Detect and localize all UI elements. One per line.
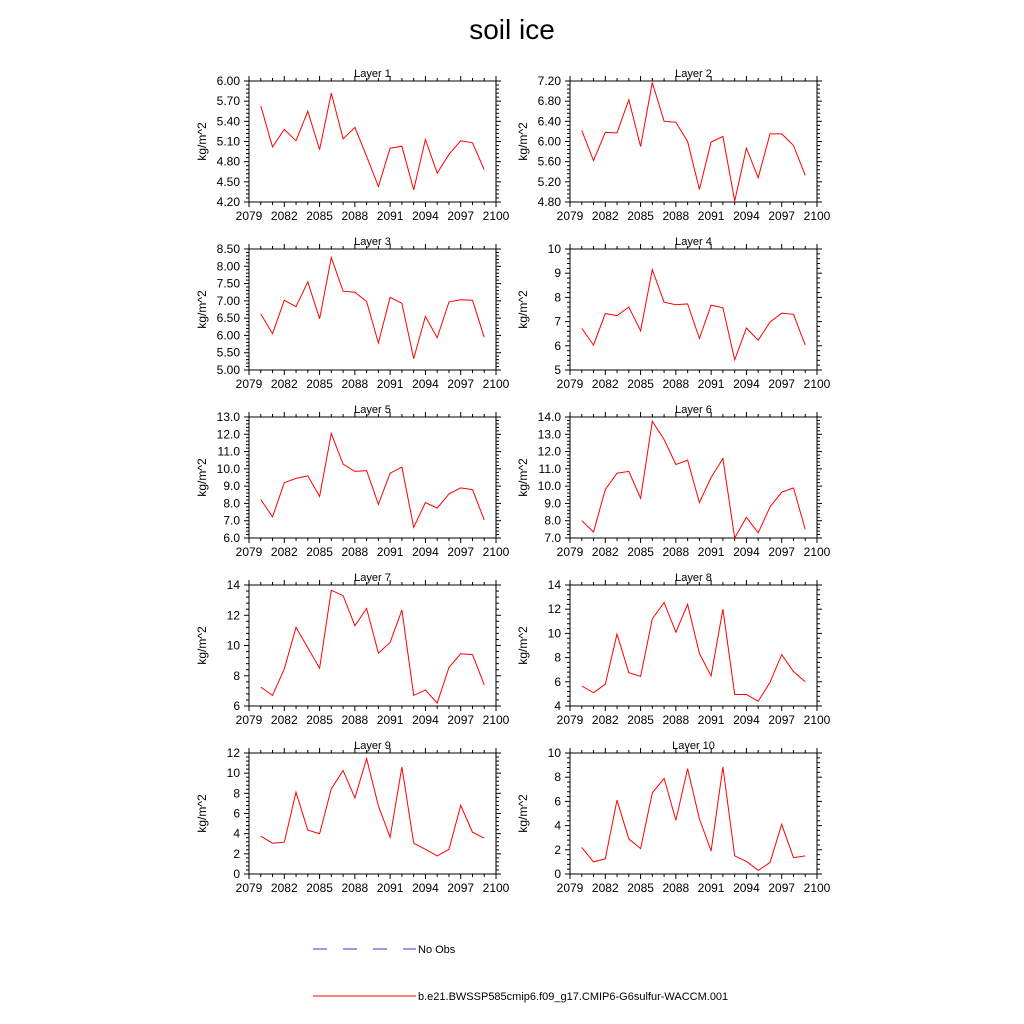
x-tick-label: 2100 — [803, 377, 831, 391]
x-tick-label: 2094 — [412, 545, 439, 559]
y-axis-label: kg/m^2 — [195, 794, 209, 833]
x-tick-label: 2082 — [591, 545, 619, 559]
x-tick-label: 2094 — [733, 377, 760, 391]
x-tick-label: 2082 — [270, 881, 298, 895]
x-tick-label: 2079 — [556, 713, 584, 727]
x-tick-label: 2088 — [662, 881, 690, 895]
x-tick-label: 2100 — [482, 545, 510, 559]
y-tick-label: 14 — [226, 578, 240, 592]
x-tick-label: 2097 — [768, 377, 796, 391]
x-tick-label: 2088 — [662, 209, 690, 223]
y-tick-label: 7.0 — [223, 513, 240, 528]
y-tick-label: 8.50 — [216, 242, 240, 256]
x-tick-label: 2097 — [447, 209, 475, 223]
y-tick-label: 0 — [554, 867, 561, 881]
x-tick-label: 2097 — [447, 545, 475, 559]
y-tick-label: 7.50 — [216, 276, 240, 291]
y-tick-label: 12 — [547, 602, 561, 617]
x-tick-label: 2100 — [803, 881, 831, 895]
chart-panel-3 — [195, 236, 510, 391]
y-tick-label: 14 — [547, 578, 561, 592]
x-tick-label: 2085 — [627, 209, 654, 223]
x-tick-label: 2088 — [662, 545, 690, 559]
x-tick-label: 2091 — [376, 713, 404, 727]
y-tick-label: 12 — [226, 608, 240, 623]
x-tick-label: 2094 — [412, 209, 439, 223]
x-tick-label: 2085 — [306, 713, 333, 727]
x-tick-label: 2088 — [662, 377, 690, 391]
panels — [195, 68, 831, 895]
chart-panel-1 — [195, 68, 510, 223]
chart-panel-7 — [195, 572, 510, 727]
plot-frame — [570, 249, 817, 370]
x-tick-label: 2082 — [591, 377, 619, 391]
y-tick-label: 10.0 — [537, 479, 561, 494]
y-tick-label: 5.20 — [537, 174, 561, 189]
y-axis-label: kg/m^2 — [195, 290, 209, 329]
y-tick-label: 14.0 — [537, 410, 561, 424]
plot-frame — [570, 585, 817, 706]
x-tick-label: 2094 — [412, 713, 439, 727]
x-tick-label: 2091 — [697, 377, 725, 391]
y-axis-label: kg/m^2 — [195, 626, 209, 665]
x-tick-label: 2088 — [341, 713, 369, 727]
y-tick-label: 9.0 — [223, 479, 240, 494]
x-tick-label: 2088 — [341, 209, 369, 223]
y-tick-label: 10 — [547, 242, 561, 256]
y-tick-label: 13.0 — [537, 427, 561, 442]
x-tick-label: 2085 — [306, 881, 333, 895]
y-tick-label: 10.0 — [216, 461, 240, 476]
panel-title: Layer 4 — [675, 236, 712, 248]
y-tick-label: 4 — [554, 699, 561, 713]
y-tick-label: 8 — [554, 650, 561, 665]
y-axis-label: kg/m^2 — [516, 794, 530, 833]
x-tick-label: 2088 — [341, 545, 369, 559]
legend — [313, 944, 728, 1003]
series-line — [261, 258, 484, 359]
y-tick-label: 10 — [547, 626, 561, 641]
y-tick-label: 6.80 — [537, 94, 561, 109]
panel-title: Layer 6 — [675, 404, 712, 416]
y-tick-label: 5.40 — [216, 114, 240, 129]
x-tick-label: 2100 — [482, 377, 510, 391]
y-tick-label: 9 — [554, 266, 561, 281]
chart-panel-2 — [516, 68, 831, 223]
y-tick-label: 6.00 — [537, 134, 561, 149]
y-tick-label: 6.0 — [223, 531, 240, 545]
x-tick-label: 2079 — [235, 377, 263, 391]
x-tick-label: 2088 — [662, 713, 690, 727]
x-tick-label: 2100 — [803, 209, 831, 223]
x-tick-label: 2079 — [235, 209, 263, 223]
y-tick-label: 10 — [547, 746, 561, 760]
y-tick-label: 8.0 — [544, 513, 561, 528]
y-axis-label: kg/m^2 — [516, 290, 530, 329]
y-tick-label: 7.00 — [216, 293, 240, 308]
x-tick-label: 2085 — [627, 545, 654, 559]
y-tick-label: 6.50 — [216, 311, 240, 326]
x-tick-label: 2097 — [447, 713, 475, 727]
x-tick-label: 2079 — [235, 881, 263, 895]
y-axis-label: kg/m^2 — [195, 122, 209, 161]
y-tick-label: 6 — [554, 338, 561, 353]
x-tick-label: 2091 — [697, 545, 725, 559]
x-tick-label: 2082 — [591, 881, 619, 895]
y-tick-label: 12 — [226, 746, 240, 760]
x-tick-label: 2100 — [482, 881, 510, 895]
y-tick-label: 8 — [554, 290, 561, 305]
y-tick-label: 13.0 — [216, 410, 240, 424]
x-tick-label: 2091 — [376, 881, 404, 895]
chart-panel-5 — [195, 404, 510, 559]
x-tick-label: 2100 — [482, 209, 510, 223]
y-tick-label: 2 — [554, 842, 561, 857]
chart-panel-6 — [516, 404, 831, 559]
x-tick-label: 2079 — [235, 713, 263, 727]
x-tick-label: 2079 — [235, 545, 263, 559]
y-tick-label: 9.0 — [544, 496, 561, 511]
x-tick-label: 2091 — [376, 209, 404, 223]
x-tick-label: 2085 — [627, 881, 654, 895]
y-tick-label: 5.70 — [216, 94, 240, 109]
x-tick-label: 2094 — [412, 881, 439, 895]
x-tick-label: 2085 — [306, 377, 333, 391]
x-tick-label: 2091 — [697, 713, 725, 727]
x-tick-label: 2085 — [306, 545, 333, 559]
y-tick-label: 12.0 — [537, 444, 561, 459]
y-tick-label: 6 — [554, 674, 561, 689]
plot-frame — [249, 249, 496, 370]
x-tick-label: 2094 — [733, 881, 760, 895]
x-tick-label: 2079 — [556, 881, 584, 895]
legend-obs-label: No Obs — [418, 944, 456, 956]
chart-panel-4 — [516, 236, 831, 391]
y-tick-label: 8.00 — [216, 259, 240, 274]
chart-panel-9 — [195, 740, 510, 895]
chart-panel-8 — [516, 572, 831, 727]
x-tick-label: 2085 — [627, 713, 654, 727]
y-tick-label: 8 — [554, 770, 561, 785]
y-tick-label: 4.20 — [216, 195, 240, 209]
x-tick-label: 2094 — [733, 713, 760, 727]
x-tick-label: 2082 — [270, 713, 298, 727]
x-tick-label: 2091 — [376, 545, 404, 559]
x-tick-label: 2091 — [376, 377, 404, 391]
y-tick-label: 8 — [233, 786, 240, 801]
y-tick-label: 5.60 — [537, 154, 561, 169]
x-tick-label: 2100 — [803, 545, 831, 559]
x-tick-label: 2094 — [412, 377, 439, 391]
series-line — [261, 433, 484, 527]
y-tick-label: 6.00 — [216, 328, 240, 343]
plot-frame — [570, 81, 817, 202]
y-axis-label: kg/m^2 — [516, 458, 530, 497]
y-tick-label: 4.50 — [216, 174, 240, 189]
y-tick-label: 5 — [554, 363, 561, 377]
panel-title: Layer 3 — [354, 236, 391, 248]
y-tick-label: 6 — [554, 794, 561, 809]
series-line — [261, 93, 484, 190]
panel-title: Layer 2 — [675, 68, 712, 80]
x-tick-label: 2088 — [341, 881, 369, 895]
y-tick-label: 8 — [233, 668, 240, 683]
panel-title: Layer 10 — [672, 740, 715, 752]
plot-frame — [249, 417, 496, 538]
x-tick-label: 2082 — [591, 209, 619, 223]
y-tick-label: 8.0 — [223, 496, 240, 511]
legend-model-label: b.e21.BWSSP585cmip6.f09_g17.CMIP6-G6sulfur-WACCM.001 — [418, 991, 729, 1003]
y-tick-label: 4.80 — [537, 195, 561, 209]
x-tick-label: 2082 — [270, 545, 298, 559]
y-tick-label: 11.0 — [217, 444, 240, 459]
series-line — [582, 270, 805, 360]
y-tick-label: 10 — [226, 766, 240, 781]
y-tick-label: 6.40 — [537, 114, 561, 129]
y-axis-label: kg/m^2 — [195, 458, 209, 497]
y-tick-label: 5.10 — [216, 134, 240, 149]
y-axis-label: kg/m^2 — [516, 122, 530, 161]
x-tick-label: 2091 — [697, 209, 725, 223]
x-tick-label: 2097 — [768, 209, 796, 223]
plot-frame — [249, 81, 496, 202]
x-tick-label: 2091 — [697, 881, 725, 895]
y-tick-label: 10 — [226, 638, 240, 653]
y-axis-label: kg/m^2 — [516, 626, 530, 665]
series-line — [582, 603, 805, 702]
x-tick-label: 2082 — [270, 209, 298, 223]
y-tick-label: 6 — [233, 699, 240, 713]
y-tick-label: 6 — [233, 806, 240, 821]
panel-title: Layer 8 — [675, 572, 712, 584]
y-tick-label: 4 — [554, 818, 561, 833]
x-tick-label: 2097 — [768, 713, 796, 727]
x-tick-label: 2085 — [627, 377, 654, 391]
y-tick-label: 4.80 — [216, 154, 240, 169]
x-tick-label: 2100 — [482, 713, 510, 727]
x-tick-label: 2079 — [556, 209, 584, 223]
x-tick-label: 2079 — [556, 545, 584, 559]
y-tick-label: 7.0 — [544, 531, 561, 545]
y-tick-label: 12.0 — [216, 427, 240, 442]
x-tick-label: 2097 — [447, 881, 475, 895]
series-line — [582, 421, 805, 538]
y-tick-label: 2 — [233, 846, 240, 861]
x-tick-label: 2079 — [556, 377, 584, 391]
plot-frame — [570, 753, 817, 874]
panel-title: Layer 9 — [354, 740, 391, 752]
x-tick-label: 2097 — [768, 545, 796, 559]
y-tick-label: 6.00 — [216, 74, 240, 88]
series-line — [261, 590, 484, 703]
panel-title: Layer 1 — [354, 68, 391, 80]
plot-frame — [249, 585, 496, 706]
x-tick-label: 2100 — [803, 713, 831, 727]
x-tick-label: 2085 — [306, 209, 333, 223]
y-tick-label: 11.0 — [538, 461, 561, 476]
chart-panel-10 — [516, 740, 831, 895]
x-tick-label: 2097 — [768, 881, 796, 895]
plot-frame — [570, 417, 817, 538]
panel-title: Layer 5 — [354, 404, 391, 416]
x-tick-label: 2082 — [591, 713, 619, 727]
panel-title: Layer 7 — [354, 572, 391, 584]
y-tick-label: 4 — [233, 826, 240, 841]
series-line — [582, 83, 805, 202]
figure-title: soil ice — [469, 14, 555, 45]
y-tick-label: 7 — [554, 314, 561, 329]
series-line — [261, 759, 484, 856]
y-tick-label: 7.20 — [537, 74, 561, 88]
x-tick-label: 2094 — [733, 545, 760, 559]
y-tick-label: 0 — [233, 867, 240, 881]
y-tick-label: 5.00 — [216, 363, 240, 377]
y-tick-label: 5.50 — [216, 345, 240, 360]
x-tick-label: 2094 — [733, 209, 760, 223]
x-tick-label: 2082 — [270, 377, 298, 391]
x-tick-label: 2088 — [341, 377, 369, 391]
series-line — [582, 767, 805, 871]
x-tick-label: 2097 — [447, 377, 475, 391]
